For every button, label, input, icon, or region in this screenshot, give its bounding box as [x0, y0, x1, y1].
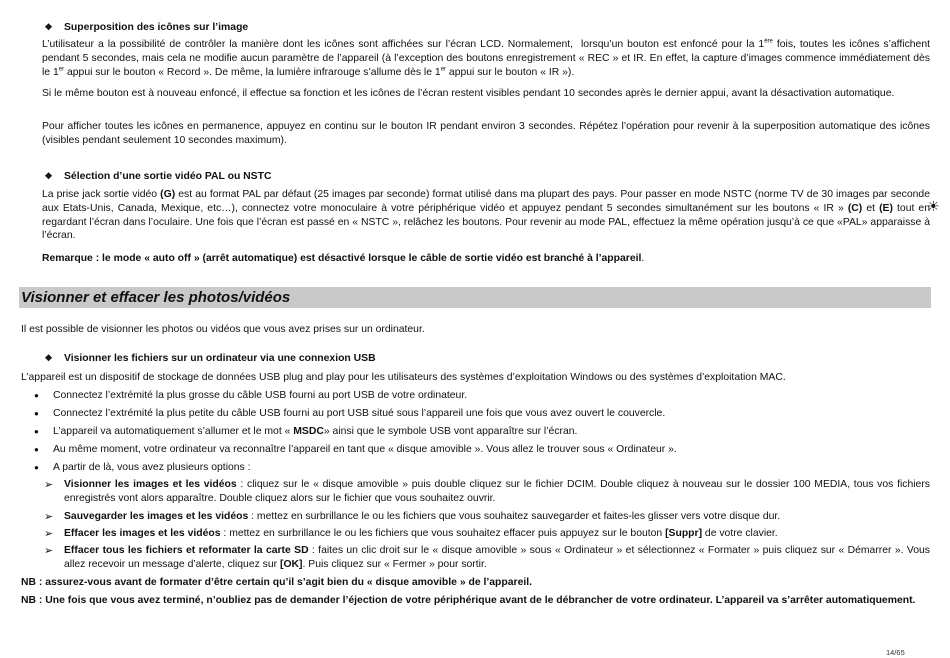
- option-item: ➢ Effacer tous les fichiers et reformater la carte SD : faites un clic droit sur le « disque amovible » sous « Ordinateur » et sélectionnez « Formater » puis cliquez sur « Démarrer ». Vous allez recevoir un message d’alerte, cliquez sur [OK]. Puis cliquez sur « Fermer » pour sortir.: [44, 545, 930, 570]
- page-number: 14/65: [886, 648, 905, 657]
- arrow-bullet-icon: ➢: [44, 511, 54, 523]
- intro-text: Il est possible de visionner les photos ou vidéos que vous avez prises sur un ordinateur.: [21, 324, 425, 335]
- paragraph: L’utilisateur a la possibilité de contrôler la manière dont les icônes sont affichées sur l’écran LCD. Normalement, lorsqu’un bouton est enfoncé pour la 1ère fois, toutes les icônes s’affichent pendant 5 secondes, mais cela ne modifie aucun paramètre de l’appareil (à l’exception des boutons enregistrement « REC » et IR. En effet, la capture d’images commence immédiatement dès le 1er appui sur le bouton « Record ». De même, la lumière infrarouge s’allume dès le 1er appui sur le bouton « IR »).: [42, 38, 930, 78]
- section-heading-video-output: [42, 170, 271, 184]
- option-item: ➢ Visionner les images et les vidéos : cliquez sur le « disque amovible » puis double cliquez sur le fichier DCIM. Double cliquez à nouveau sur le dossier 100 MEDIA, tous vos fichiers enregistrés vont alors apparaître. Double cliquez alors sur le fichier que vous souhaitez ouvrir.: [44, 479, 930, 504]
- list-item: ● A partir de là, vous avez plusieurs options :: [34, 462, 251, 473]
- option-item: ➢ Effacer les images et les vidéos : mettez en surbrillance le ou les fichiers que vous souhaitez effacer puis appuyez sur le bouton [Suppr] de votre clavier.: [44, 528, 778, 540]
- diamond-bullet-icon: ❖: [44, 21, 53, 32]
- bullet-icon: ●: [34, 463, 39, 472]
- section-title: Visionner les fichiers sur un ordinateur via une connexion USB: [64, 353, 376, 364]
- section-heading-icons: [42, 21, 248, 35]
- list-item: ● L’appareil va automatiquement s’allumer et le mot « MSDC» ainsi que le symbole USB vont apparaître sur l’écran.: [34, 426, 578, 437]
- paragraph: L’appareil est un dispositif de stockage de données USB plug and play pour les utilisateurs des systèmes d’exploitation Windows ou des systèmes d’exploitation MAC.: [21, 372, 786, 383]
- bullet-icon: ●: [34, 427, 39, 436]
- bullet-icon: ●: [34, 445, 39, 454]
- list-item: ● Au même moment, votre ordinateur va reconnaître l’appareil en tant que « disque amovible ». Vous allez le trouver sous « Ordinateur ».: [34, 444, 677, 455]
- chapter-heading-bar: [19, 287, 931, 308]
- chapter-heading: Visionner et effacer les photos/vidéos: [21, 289, 291, 306]
- arrow-bullet-icon: ➢: [44, 545, 54, 557]
- arrow-bullet-icon: ➢: [44, 479, 54, 491]
- diamond-bullet-icon: ❖: [44, 170, 53, 181]
- paragraph: La prise jack sortie vidéo (G) est au format PAL par défaut (25 images par seconde) format utilisé dans ma plupart des pays. Pour passer en mode NSTC (norme TV de 30 images par seconde aux Etats-Unis, Canada, Mexique, etc…), connectez votre monoculaire à votre périphérique vidéo et appuyez pendant 5 secondes simultanément sur les boutons « IR » (C) et (E) tout en regardant l’écran dans l’oculaire. Une fois que l’écran est passé en « NSTC », relâchez les boutons. Pour revenir au mode PAL, effectuez la même opération jusqu’à ce que «PAL» apparaisse à l’écran.: [42, 189, 930, 242]
- paragraph: Si le même bouton est à nouveau enfoncé, il effectue sa fonction et les icônes de l’écran restent visibles pendant 10 secondes après le dernier appui, avant la désactivation automatique.: [42, 88, 895, 99]
- remark: Remarque : le mode « auto off » (arrêt automatique) est désactivé lorsque le câble de sortie vidéo est branché à l’appareil.: [42, 253, 645, 264]
- section-heading-usb: [42, 352, 376, 366]
- sun-icon: ☀: [927, 198, 940, 214]
- bullet-icon: ●: [34, 409, 39, 418]
- list-item: ● Connectez l’extrémité la plus grosse du câble USB fourni au port USB de votre ordinateur.: [34, 390, 468, 401]
- bullet-icon: ●: [34, 391, 39, 400]
- option-item: ➢ Sauvegarder les images et les vidéos : mettez en surbrillance le ou les fichiers que vous souhaitez sauvegarder et faites-les glisser vers votre disque dur.: [44, 511, 781, 523]
- section-title: Sélection d’une sortie vidéo PAL ou NSTC: [64, 171, 272, 182]
- list-item: ● Connectez l’extrémité la plus petite du câble USB fourni au port USB situé sous l’appareil une fois que vous avez ouvert le couvercle.: [34, 408, 666, 419]
- section-title: Superposition des icônes sur l’image: [64, 22, 249, 33]
- diamond-bullet-icon: ❖: [44, 352, 53, 363]
- note-format: NB : assurez-vous avant de formater d’être certain qu’il s’agit bien du « disque amovible » de l’appareil.: [21, 577, 533, 588]
- note-eject: NB : Une fois que vous avez terminé, n’oubliez pas de demander l’éjection de votre périphérique avant de le débrancher de votre ordinateur. L’appareil va s’arrêter automatiquement.: [21, 595, 916, 606]
- paragraph: Pour afficher toutes les icônes en permanence, appuyez en continu sur le bouton IR pendant environ 3 secondes. Répétez l’opération pour revenir à la superposition automatique des icônes (visibles pendant seulement 10 secondes maximum).: [42, 121, 930, 146]
- arrow-bullet-icon: ➢: [44, 528, 54, 540]
